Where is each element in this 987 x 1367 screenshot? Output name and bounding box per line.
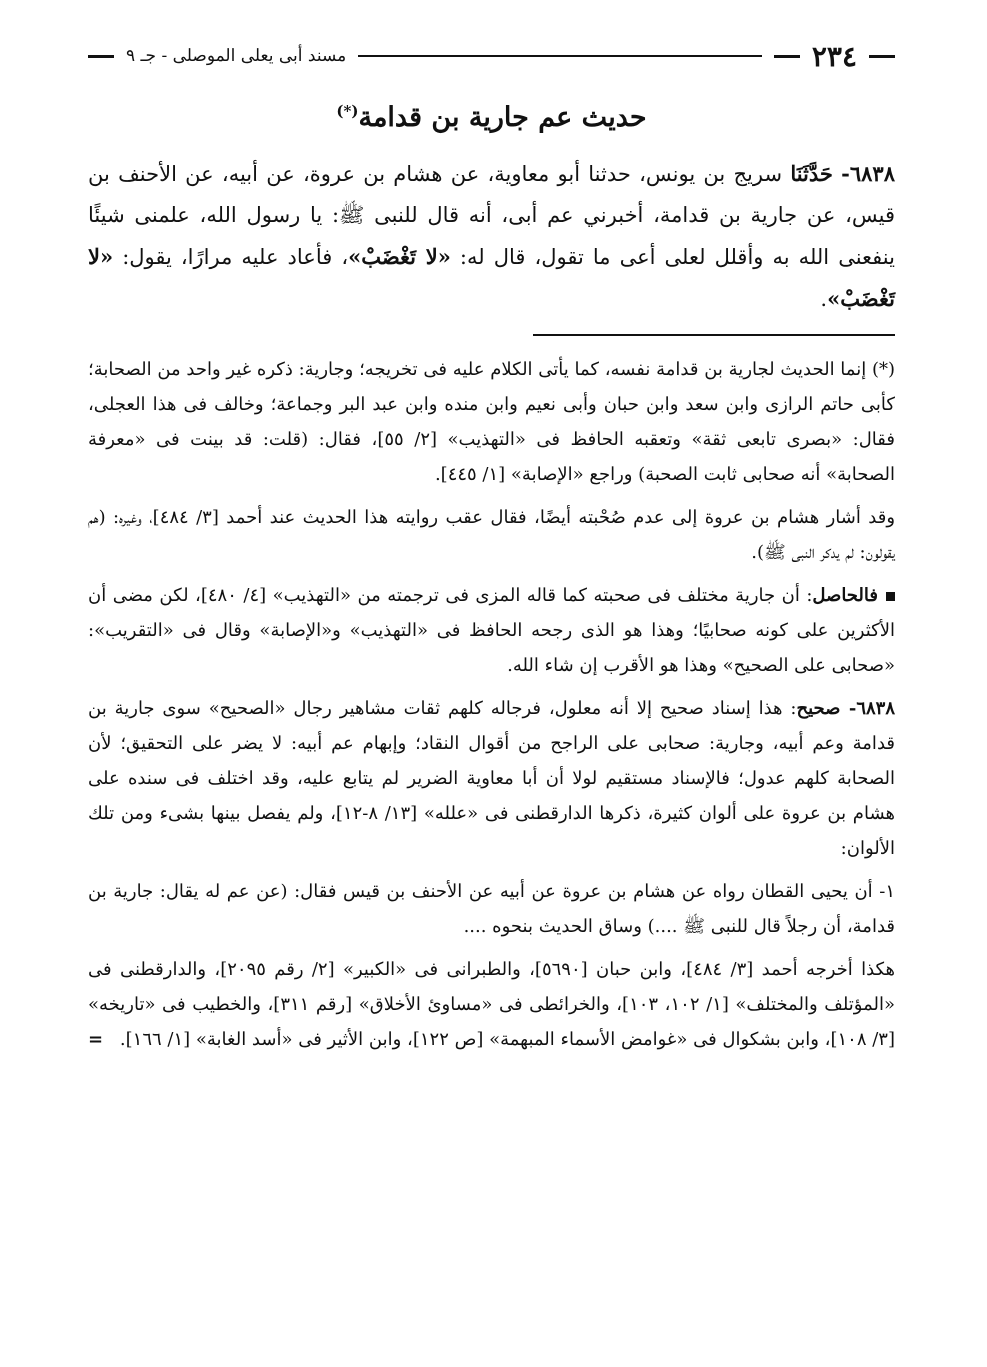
footnote-3 [88, 578, 895, 683]
title-text: حديث عم جارية بن قدامة [358, 102, 647, 133]
hadith-quote-2: «لا تَغْضَبْ» [88, 244, 895, 311]
footnote-3-lead: فالحاصل [812, 585, 878, 606]
page-number: ٢٣٤ [811, 39, 857, 73]
book-title: مسند أبى يعلى الموصلى - جـ ٩ [126, 46, 347, 66]
header-dash [869, 55, 895, 58]
footnote-6 [88, 952, 895, 1057]
hadith-body-2: ، فأعاد عليه مرارًا، يقول: [122, 245, 349, 269]
hadith-number: ٦٨٣٨- [841, 161, 895, 186]
header-dash [88, 55, 114, 58]
running-head [88, 36, 895, 76]
footnote-1: (*) إنما الحديث لجارية بن قدامة نفسه، كما يأتى الكلام عليه فى تخريجه؛ وجارية: ذكره غير واحد من الصحابة؛ كأبى حاتم الرازى وابن سعد وابن حبان وأبى نعيم وابن منده وابن عبد البر وجماعة؛ وخالف فى هذا العجلى، فقال: «بصرى تابعى ثقة» وتعقبه الحافظ فى «التهذيب» [٢/ ٥٥]، فقال: (قلت: قد بينت فى «معرفة الصحابة» أنه صحابى ثابت الصحبة) وراجع «الإصابة» [١/ ٤٤٥]. [88, 359, 895, 485]
hadith-quote-1: «لا تَغْضَبْ» [348, 244, 451, 269]
hadith-body-3: . [820, 287, 828, 311]
footnote-5: ١- أن يحيى القطان رواه عن هشام بن عروة عن أبيه عن الأحنف بن قيس فقال: (عن عم له يقال: جارية بن قدامة، أن رجلاً قال للنبى ﷺ ....) وساق الحديث بنحوه .... [88, 881, 895, 937]
page [88, 36, 895, 1065]
hadith-lead: حَدَّثَنَا [790, 161, 833, 186]
footnote-6-body: هكذا أخرجه أحمد [٣/ ٤٨٤]، وابن حبان [٥٦٩٠]، والطبرانى فى «الكبير» [٢/ رقم ٢٠٩٥]، والدارقطنى فى «المؤتلف والمختلف» [١/ ١٠٢، ١٠٣]، والخرائطى فى «مساوئ الأخلاق» [رقم ٣١١]، والخطيب فى «تاريخه» [٣/ ١٠٨]، وابن بشكوال فى «غوامض الأسماء المبهمة» [ص ١٢٢]، وابن الأثير فى «أسد الغابة» [١/ ١٦٦]. [88, 959, 896, 1050]
footnote-4-lead: ٦٨٣٨- صحيح [796, 698, 895, 719]
footnote-3-body: : أن جارية مختلف فى صحبته كما قاله المزى فى ترجمته من «التهذيب» [٤/ ٤٨٠]، لكن مضى أن الأكثرين على كونه صحابيًا؛ وهذا هو الذى رجحه الحافظ فى «التهذيب» و«الإصابة» وقال فى «التقريب»: «صحابى على الصحيح» وهذا هو الأقرب إن شاء الله. [88, 585, 895, 676]
footnote-4 [88, 691, 895, 866]
continues-mark: = [88, 1029, 104, 1050]
hadith-body-1: سريج بن يونس، حدثنا أبو معاوية، عن هشام بن عروة، عن أبيه، عن الأحنف بن قيس، عن جارية بن قدامة، أخبرني عم أبى، أنه قال للنبى ﷺ: يا رسول الله، علمنى شيئًا ينفعنى الله به وأقلل لعلى أعى ما تقول، قال له: [88, 162, 895, 269]
header-dash [774, 55, 800, 58]
square-bullet-icon [886, 592, 895, 601]
header-rule [358, 55, 762, 57]
section-title [88, 102, 895, 133]
footnotes [88, 352, 895, 1057]
title-footnote-marker: (*) [336, 102, 359, 120]
footnote-2: وقد أشار هشام بن عروة إلى عدم صُحْبته أيضًا، فقال عقب روايته هذا الحديث عند أحمد [٣/ ٤٨٤]، وغيره: (هم يقولون: لم يدكر النبى ﷺ). [88, 507, 896, 563]
footnote-separator [533, 334, 895, 336]
footnote-4-body: : هذا إسناد صحيح إلا أنه معلول، فرجاله كلهم ثقات مشاهير رجال «الصحيح» سوى جارية بن قدامة وعم أبيه، وجارية: صحابى على الراجح من أقوال النقاد؛ وإبهام عم أبيه: لا يضر على التحقيق؛ لأن الصحابة كلهم عدول؛ فالإسناد مستقيم لولا أن أبا معاوية الضرير لم يتابع عليه، وقد اختلف فى سنده على هشام بن عروة على ألوان كثيرة، ذكرها الدارقطنى فى «علله» [١٣/ ٨-١٢]، ولم يفصل بينها بشىء ومن تلك الألوان: [88, 698, 895, 859]
hadith-text [88, 153, 895, 320]
